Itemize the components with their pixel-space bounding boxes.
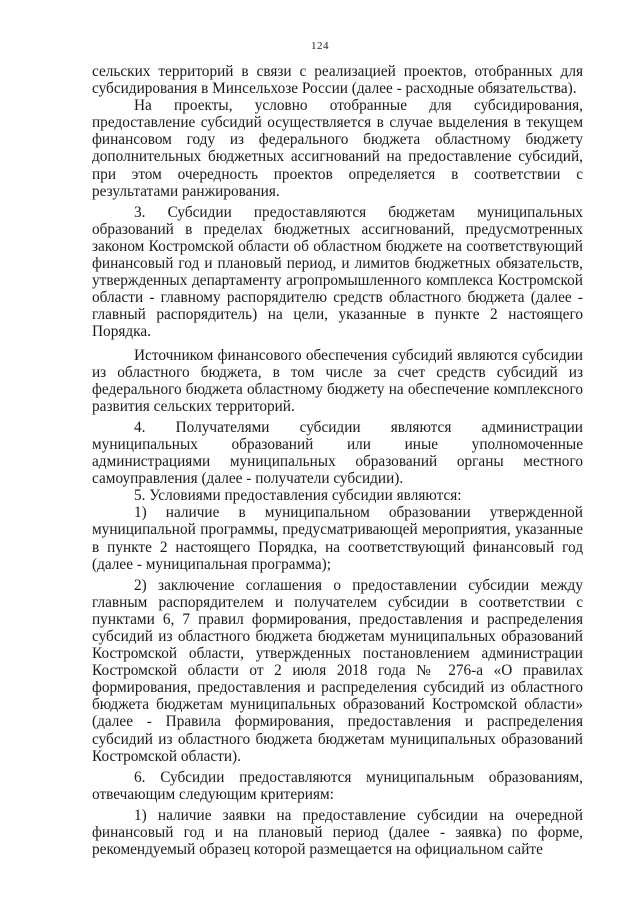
paragraph-criterion-1: 1) наличие заявки на предоставление субсидии на очередной финансовый год и на плановый период (далее - заявка) по форме, рекомендуемый образец которой размещается на официальном сайте: [92, 806, 583, 859]
page-number: 124: [311, 40, 329, 52]
document-body: [92, 63, 583, 858]
paragraph-continuation: сельских территорий в связи с реализацией проектов, отобранных для субсидирования в Минсельхозе России (далее - расходные обязательства).: [92, 63, 583, 98]
paragraph-condition-2: 2) заключение соглашения о предоставлении субсидии между главным распорядителем и получателем субсидии в соответствии с пунктами 6, 7 правил формирования, предоставления и распределения субсидий из областного бюджета бюджетам муниципальных образований Костромской области, утвержденных постановлением администрации Костромской области от 2 июля 2018 года № 276-а «О правилах формирования, предоставления и распределения субсидий из областного бюджета бюджетам муниципальных образований Костромской области» (далее - Правила формирования, предоставления и распределения субсидий из областного бюджета бюджетам муниципальных образований Костромской области).: [92, 576, 583, 765]
paragraph-item-4: 4. Получателями субсидии являются администрации муниципальных образований или иные уполномоченные администрациями муниципальных образований органы местного самоуправления (далее - получатели субсидии).: [92, 418, 583, 488]
paragraph-item-5: 5. Условиями предоставления субсидии являются:: [134, 487, 462, 505]
paragraph-condition-1: 1) наличие в муниципальном образовании утвержденной муниципальной программы, предусматривающей мероприятия, указанные в пункте 2 настоящего Порядка, на соответствующий финансовый год (далее - муниципальная программа);: [92, 504, 583, 573]
paragraph-funding-source: Источником финансового обеспечения субсидий являются субсидии из областного бюджета, в том числе за счет средств субсидий из федерального бюджета областному бюджету на обеспечение комплексного развития сельских территорий.: [92, 346, 583, 415]
paragraph-item-6: 6. Субсидии предоставляются муниципальным образованиям, отвечающим следующим критериям:: [92, 768, 583, 803]
paragraph-item-3: 3. Субсидии предоставляются бюджетам муниципальных образований в пределах бюджетных ассигнований, предусмотренных законом Костромской области об областном бюджете на соответствующий финансовый год и плановый период, и лимитов бюджетных обязательств, утвержденных департаменту агропромышленного комплекса Костромской области - главному распорядителю средств областного бюджета (далее - главный распорядитель) на цели, указанные в пункте 2 настоящего Порядка.: [92, 203, 583, 341]
paragraph-conditional-projects: На проекты, условно отобранные для субсидирования, предоставление субсидий осуществляется в случае выделения в текущем финансовом году из федерального бюджета областному бюджету дополнительных бюджетных ассигнований на предоставление субсидий, при этом очередность проектов определяется в соответствии с результатами ранжирования.: [92, 97, 583, 200]
